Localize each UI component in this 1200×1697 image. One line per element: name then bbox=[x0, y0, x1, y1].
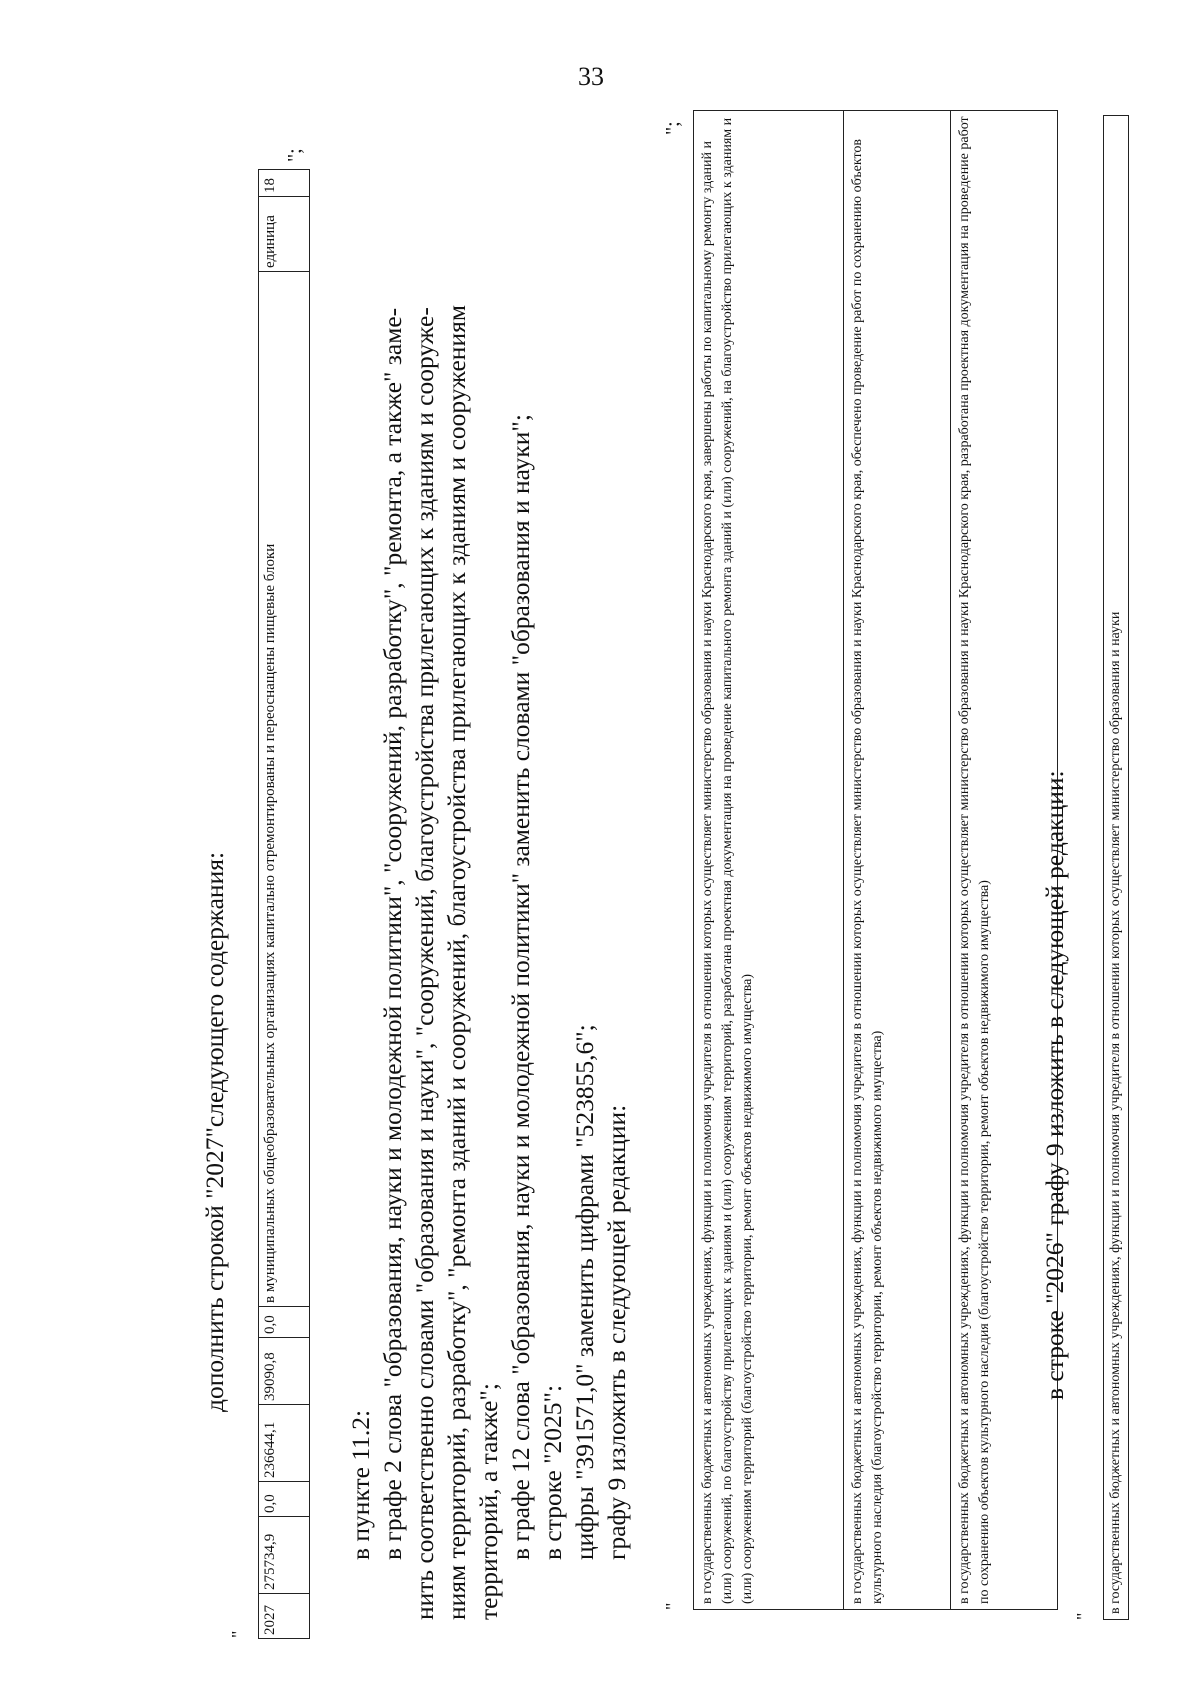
cell-v1: 275734,9 bbox=[259, 1517, 310, 1594]
table-row bbox=[694, 111, 844, 1610]
row-2027-close: "; bbox=[284, 148, 306, 162]
rotated-page-content bbox=[200, 100, 1123, 1680]
intro-line: дополнить строкой "2027"следующего содержания: bbox=[200, 851, 229, 1412]
quote-open-1: " bbox=[228, 1630, 248, 1638]
instruction-line-4: ниям территорий, разработку", "ремонта зданий и сооружений, благоустройства прилегающих к зданиям и сооружениям bbox=[442, 305, 471, 1620]
instruction-line-1: в пункте 11.2: bbox=[346, 1409, 375, 1560]
cell-v2: 0,0 bbox=[259, 1482, 310, 1517]
table-row bbox=[844, 111, 951, 1610]
col9-2025-table bbox=[693, 110, 1058, 1610]
cell-v4: 39090,8 bbox=[259, 1338, 310, 1405]
cell-v3: 236644,1 bbox=[259, 1405, 310, 1482]
quote-open-2: " bbox=[662, 1602, 682, 1610]
col9-row-2: в государственных бюджетных и автономных учреждениях, функции и полномочия учредителя в отношении которых осуществляет министерство образования и науки Краснодарского края, обеспечено проведение работ по сохранению объектов культурного наследия (благоустройство территории, ремонт объектов недвижимого имущества) bbox=[844, 111, 951, 1610]
cell-v5: 0,0 bbox=[259, 1307, 310, 1338]
page-number: 33 bbox=[578, 62, 604, 91]
quote-open-3: " bbox=[1073, 1612, 1093, 1620]
cell-description: в муниципальных общеобразовательных организациях капитально отремонтированы и переоснащены пищевые блоки bbox=[259, 272, 310, 1307]
col9-2025-close: "; bbox=[662, 121, 684, 135]
cell-year: 2027 bbox=[259, 1594, 310, 1639]
row-2027-table bbox=[258, 169, 310, 1639]
table-row bbox=[259, 170, 310, 1639]
line-2026: в строке "2026" графу 9 изложить в следующей редакции: bbox=[1040, 770, 1069, 1400]
instruction-line-8: цифры "391571,0" заменить цифрами "523855,6"; bbox=[570, 1024, 599, 1560]
instruction-line-9: графу 9 изложить в следующей редакции: bbox=[602, 1104, 631, 1560]
table-row bbox=[1104, 116, 1129, 1620]
col9-row-3: в государственных бюджетных и автономных учреждениях, функции и полномочия учредителя в отношении которых осуществляет министерство образования и науки Краснодарского края, разработана проектная документация на проведение работ по сохранению объектов культурного наследия (благоустройство территории, ремонт объектов недвижимого имущества) bbox=[951, 111, 1058, 1610]
col9-2026-table bbox=[1103, 115, 1129, 1620]
cell-count: 18 bbox=[259, 170, 310, 197]
col9-row-1: в государственных бюджетных и автономных учреждениях, функции и полномочия учредителя в отношении которых осуществляет министерство образования и науки Краснодарского края, завершены работы по капитальному ремонту зданий и (или) сооружений, по благоустройству прилегающих к зданиям и (или) сооружениям территорий, разработана проектная документация на проведение капитального ремонта зданий и (или) сооружений, на благоустройство прилегающих к зданиям и (или) сооружениям территорий (благоустройство территории, ремонт объектов недвижимого имущества) bbox=[694, 111, 844, 1610]
col9-2026-row-1: в государственных бюджетных и автономных учреждениях, функции и полномочия учредителя в отношении которых осуществляет министерство образования и науки bbox=[1104, 116, 1129, 1620]
cell-unit: единица bbox=[259, 197, 310, 272]
instruction-line-5: территорий, а также"; bbox=[474, 1383, 503, 1620]
instruction-line-3: нить соответственно словами "образования и науки", "сооружений, благоустройства прилегающих к зданиям и сооруже- bbox=[410, 307, 439, 1620]
instruction-line-6: в графе 12 слова "образования, науки и молодежной политики" заменить словами "образования и науки"; bbox=[506, 414, 535, 1560]
instruction-line-2: в графе 2 слова "образования, науки и молодежной политики", "сооружений, разработку", "ремонта, а также" заме- bbox=[378, 307, 407, 1560]
instruction-line-7: в строке "2025": bbox=[538, 1384, 567, 1560]
